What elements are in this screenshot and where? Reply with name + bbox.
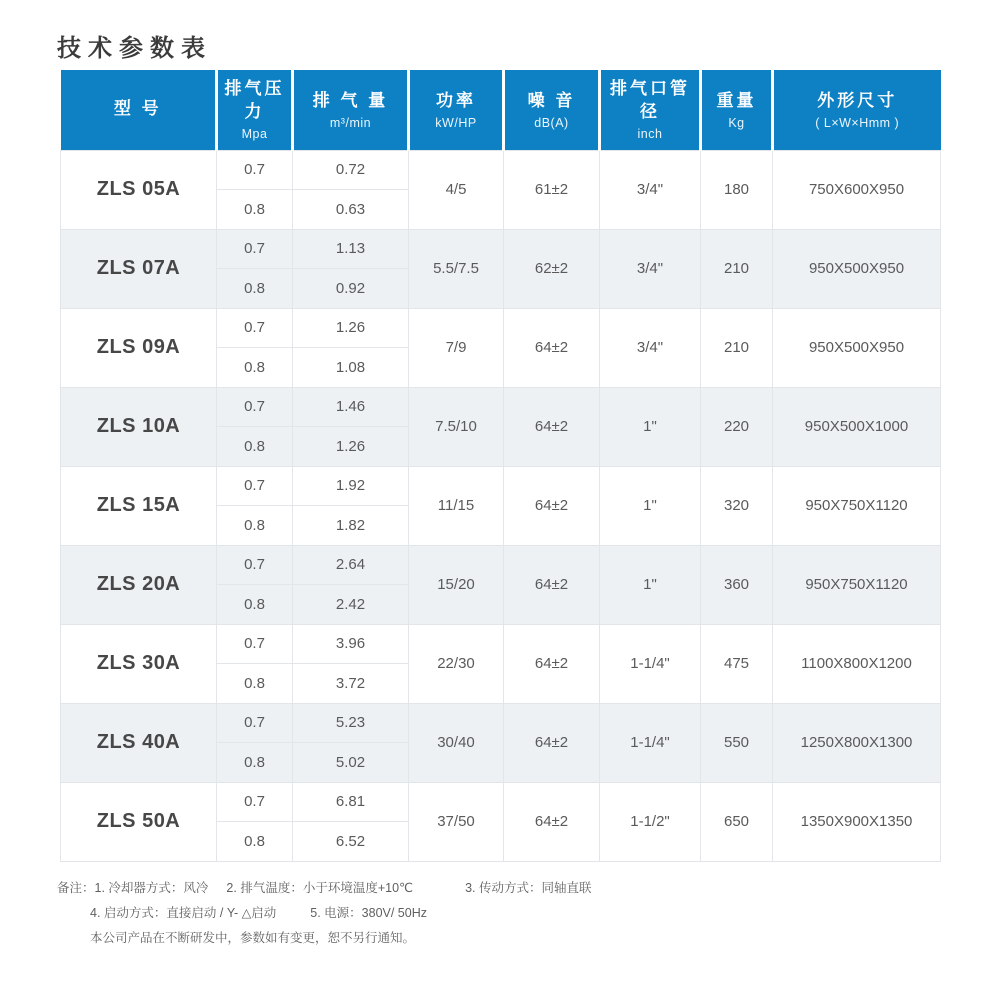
footnotes <box>57 876 591 951</box>
cell-model: ZLS 30A <box>61 624 217 703</box>
table-header <box>61 70 941 150</box>
cell-dims: 950X500X950 <box>773 308 941 387</box>
cell-pressure: 0.7 <box>217 545 293 585</box>
cell-model: ZLS 09A <box>61 308 217 387</box>
header-weight-unit: Kg <box>728 115 745 130</box>
cell-weight: 210 <box>701 229 773 308</box>
cell-pressure: 0.8 <box>217 743 293 783</box>
table-row <box>61 466 941 506</box>
cell-weight: 180 <box>701 150 773 229</box>
footnote-item-1: 1. 冷却器方式：风冷 <box>94 881 209 895</box>
header-weight <box>701 70 773 150</box>
header-pressure-label: 排气压力 <box>224 79 285 122</box>
cell-volume: 1.46 <box>293 387 409 427</box>
footnote-item-3: 3. 传动方式：同轴直联 <box>465 881 592 895</box>
header-noise <box>504 70 600 150</box>
cell-volume: 1.13 <box>293 229 409 269</box>
header-model <box>61 70 217 150</box>
table-row <box>61 387 941 427</box>
cell-noise: 64±2 <box>504 782 600 861</box>
cell-pressure: 0.7 <box>217 624 293 664</box>
cell-pressure: 0.7 <box>217 466 293 506</box>
header-pressure <box>217 70 293 150</box>
table-row <box>61 782 941 822</box>
cell-pressure: 0.8 <box>217 506 293 546</box>
cell-dims: 950X500X950 <box>773 229 941 308</box>
cell-dims: 950X750X1120 <box>773 545 941 624</box>
cell-power: 37/50 <box>409 782 504 861</box>
cell-pressure: 0.8 <box>217 585 293 625</box>
footnote-label: 备注： <box>57 881 95 895</box>
cell-volume: 1.26 <box>293 308 409 348</box>
table-row <box>61 545 941 585</box>
cell-weight: 360 <box>701 545 773 624</box>
cell-pipe: 3/4" <box>600 308 701 387</box>
header-noise-label: 噪 音 <box>527 90 576 110</box>
cell-dims: 750X600X950 <box>773 150 941 229</box>
cell-pressure: 0.8 <box>217 427 293 467</box>
cell-volume: 0.63 <box>293 190 409 230</box>
page-title: 技术参数表 <box>57 35 212 62</box>
header-noise-unit: dB(A) <box>534 115 569 130</box>
cell-power: 11/15 <box>409 466 504 545</box>
cell-dims: 1250X800X1300 <box>773 703 941 782</box>
cell-volume: 3.96 <box>293 624 409 664</box>
cell-power: 22/30 <box>409 624 504 703</box>
cell-volume: 0.92 <box>293 269 409 309</box>
cell-power: 7.5/10 <box>409 387 504 466</box>
cell-pressure: 0.7 <box>217 387 293 427</box>
footnote-item-5: 5. 电源：380V/ 50Hz <box>310 906 427 920</box>
cell-pressure: 0.8 <box>217 822 293 862</box>
cell-volume: 2.64 <box>293 545 409 585</box>
cell-noise: 62±2 <box>504 229 600 308</box>
cell-dims: 1100X800X1200 <box>773 624 941 703</box>
header-pipe-unit: inch <box>637 127 663 142</box>
cell-weight: 475 <box>701 624 773 703</box>
cell-weight: 550 <box>701 703 773 782</box>
cell-volume: 1.92 <box>293 466 409 506</box>
cell-weight: 650 <box>701 782 773 861</box>
cell-pressure: 0.8 <box>217 664 293 704</box>
cell-noise: 64±2 <box>504 545 600 624</box>
cell-noise: 64±2 <box>504 387 600 466</box>
table-row <box>61 703 941 743</box>
header-volume-unit: m³/min <box>329 115 372 130</box>
cell-noise: 61±2 <box>504 150 600 229</box>
cell-volume: 5.02 <box>293 743 409 783</box>
table-row <box>61 624 941 664</box>
header-pipe-label: 排气口管径 <box>610 79 690 122</box>
cell-pipe: 1" <box>600 466 701 545</box>
cell-model: ZLS 07A <box>61 229 217 308</box>
cell-volume: 6.81 <box>293 782 409 822</box>
header-model-label: 型 号 <box>113 99 162 119</box>
header-pipe <box>600 70 701 150</box>
cell-pipe: 1" <box>600 387 701 466</box>
cell-pressure: 0.7 <box>217 308 293 348</box>
cell-dims: 1350X900X1350 <box>773 782 941 861</box>
cell-pipe: 1-1/4" <box>600 703 701 782</box>
header-dims <box>773 70 941 150</box>
cell-pressure: 0.8 <box>217 269 293 309</box>
cell-pipe: 1" <box>600 545 701 624</box>
cell-model: ZLS 50A <box>61 782 217 861</box>
cell-power: 7/9 <box>409 308 504 387</box>
cell-pipe: 3/4" <box>600 150 701 229</box>
cell-power: 5.5/7.5 <box>409 229 504 308</box>
cell-volume: 5.23 <box>293 703 409 743</box>
cell-noise: 64±2 <box>504 466 600 545</box>
cell-power: 4/5 <box>409 150 504 229</box>
footnote-item-4: 4. 启动方式：直接启动 / Y- △启动 <box>90 906 277 920</box>
header-volume-label: 排 气 量 <box>312 90 389 110</box>
cell-model: ZLS 05A <box>61 150 217 229</box>
cell-pressure: 0.8 <box>217 348 293 388</box>
cell-volume: 1.08 <box>293 348 409 388</box>
cell-pipe: 3/4" <box>600 229 701 308</box>
cell-weight: 210 <box>701 308 773 387</box>
header-dims-label: 外形尺寸 <box>817 90 898 110</box>
header-power-unit: kW/HP <box>435 115 477 130</box>
cell-volume: 0.72 <box>293 150 409 190</box>
cell-pressure: 0.7 <box>217 150 293 190</box>
cell-pipe: 1-1/2" <box>600 782 701 861</box>
cell-power: 30/40 <box>409 703 504 782</box>
cell-volume: 1.26 <box>293 427 409 467</box>
cell-volume: 3.72 <box>293 664 409 704</box>
cell-pressure: 0.7 <box>217 229 293 269</box>
footnote-disclaimer: 本公司产品在不断研发中，参数如有变更，恕不另行通知。 <box>90 931 416 945</box>
cell-weight: 320 <box>701 466 773 545</box>
cell-noise: 64±2 <box>504 624 600 703</box>
cell-noise: 64±2 <box>504 703 600 782</box>
footnote-item-2: 2. 排气温度：小于环境温度+10℃ <box>226 881 414 895</box>
cell-pressure: 0.7 <box>217 782 293 822</box>
header-power <box>409 70 504 150</box>
spec-table <box>60 70 941 862</box>
footnote-line-2 <box>57 901 591 926</box>
header-power-label: 功率 <box>436 90 476 110</box>
table-row <box>61 308 941 348</box>
table-row <box>61 150 941 190</box>
header-weight-label: 重量 <box>716 90 757 110</box>
cell-pipe: 1-1/4" <box>600 624 701 703</box>
cell-model: ZLS 40A <box>61 703 217 782</box>
cell-dims: 950X500X1000 <box>773 387 941 466</box>
cell-model: ZLS 10A <box>61 387 217 466</box>
cell-pressure: 0.8 <box>217 190 293 230</box>
cell-model: ZLS 20A <box>61 545 217 624</box>
cell-volume: 1.82 <box>293 506 409 546</box>
header-volume <box>293 70 409 150</box>
header-dims-unit: ( L×W×Hmm ) <box>815 115 900 130</box>
cell-volume: 6.52 <box>293 822 409 862</box>
cell-volume: 2.42 <box>293 585 409 625</box>
cell-pressure: 0.7 <box>217 703 293 743</box>
cell-weight: 220 <box>701 387 773 466</box>
cell-model: ZLS 15A <box>61 466 217 545</box>
table-row <box>61 229 941 269</box>
header-pressure-unit: Mpa <box>241 127 268 142</box>
cell-power: 15/20 <box>409 545 504 624</box>
cell-noise: 64±2 <box>504 308 600 387</box>
footnote-line-1 <box>57 876 591 901</box>
cell-dims: 950X750X1120 <box>773 466 941 545</box>
